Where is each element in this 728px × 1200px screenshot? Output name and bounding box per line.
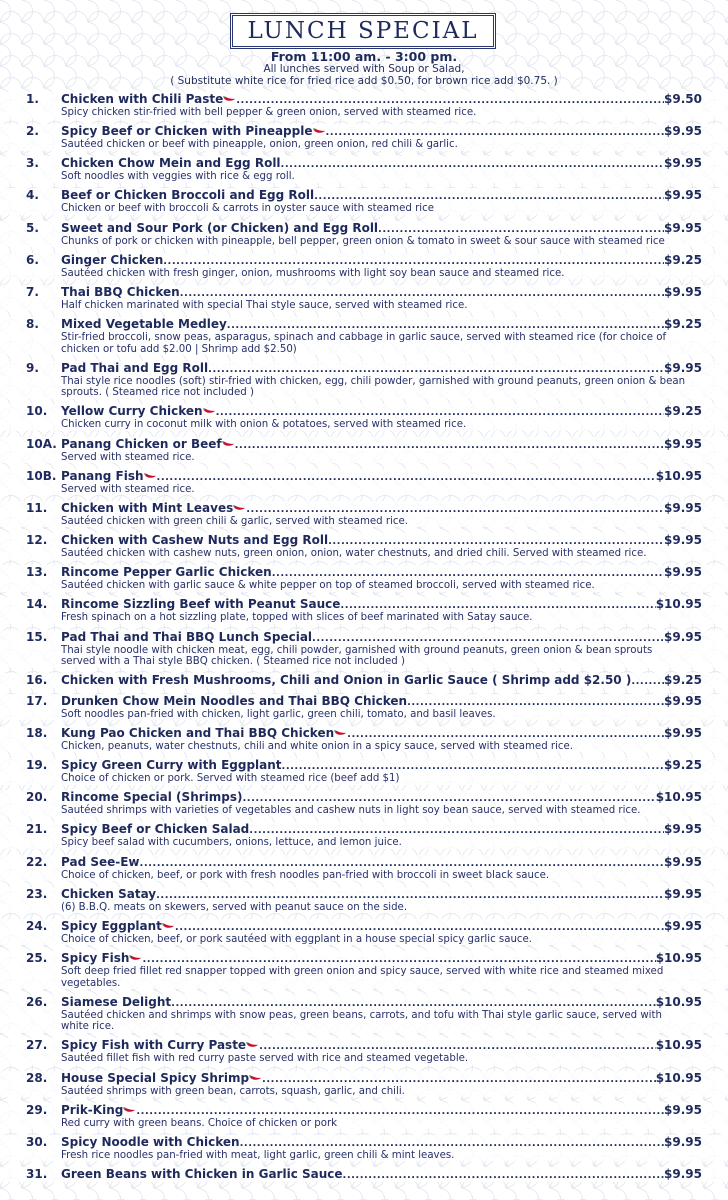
item-name: Siamese Delight [61, 994, 172, 1009]
item-number: 19. [26, 758, 48, 773]
menu-item [0, 673, 728, 688]
item-number: 25. [26, 951, 48, 966]
rice-substitution-note: ( Substitute white rice for fried rice add $0.50, for brown rice add $0.75. ) [170, 74, 558, 87]
item-title-line [61, 361, 702, 376]
item-description: Soft noodles pan-fried with chicken, light garlic, green chili, tomato, and basil leaves. [61, 708, 496, 720]
dot-leader [282, 760, 665, 773]
menu-item [0, 221, 728, 248]
intro-block [0, 50, 728, 87]
item-price: $9.95 [664, 1167, 702, 1181]
item-price: $9.95 [664, 360, 702, 375]
item-name: Pad Thai and Egg Roll [61, 360, 209, 375]
item-name: Panang Fish [61, 468, 144, 483]
item-title-line [61, 919, 702, 934]
item-price: $9.95 [664, 565, 702, 580]
item-name: Pad See-Ew [61, 854, 140, 869]
item-title-line [61, 1167, 702, 1182]
item-description: Thai style noodle with chicken meat, egg, chili powder, garnished with ground peanuts, green onion & bean sprouts served with a Thai style BBQ chicken. ( Steamed rice not included ) [61, 644, 653, 667]
dot-leader [175, 921, 664, 934]
item-title-line [61, 124, 702, 139]
dot-leader [340, 599, 655, 612]
item-number: 24. [26, 918, 48, 933]
menu-item [0, 1135, 728, 1162]
item-title-line [61, 1103, 702, 1118]
item-price: $10.95 [655, 951, 702, 966]
item-name: Spicy Fish with Curry Paste [61, 1038, 247, 1053]
item-number: 12. [26, 533, 48, 548]
item-description: Chunks of pork or chicken with pineapple, bell pepper, green onion & tomato in sweet & sour sauce with steamed rice [61, 235, 665, 247]
menu-item [0, 630, 728, 668]
item-price: $10.95 [655, 468, 702, 483]
dot-leader [328, 535, 664, 548]
item-title-line [61, 501, 702, 516]
item-price: $10.95 [655, 1038, 702, 1053]
menu-item [0, 995, 728, 1033]
item-price: $9.95 [664, 725, 702, 740]
item-number: 13. [26, 565, 48, 580]
menu-item [0, 758, 728, 785]
dot-leader [208, 363, 664, 376]
menu-item [0, 951, 728, 989]
dot-leader [347, 728, 664, 741]
item-price: $9.95 [664, 693, 702, 708]
item-number: 14. [26, 597, 48, 612]
item-title-line [61, 437, 702, 452]
item-name: Beef or Chicken Broccoli and Egg Roll [61, 188, 315, 203]
dot-leader [216, 406, 664, 419]
item-description: Choice of chicken, beef, or pork with fresh noodles pan-fried with broccoli in sweet black sauce. [61, 869, 550, 881]
item-price: $9.95 [664, 156, 702, 171]
item-description: Fresh rice noodles pan-fried with meat, light garlic, green chili & mint leaves. [61, 1149, 455, 1161]
item-title-line [61, 597, 702, 612]
dot-leader [281, 158, 664, 171]
item-number: 18. [26, 725, 48, 740]
item-price: $9.95 [664, 124, 702, 139]
menu-item [0, 404, 728, 431]
item-price: $10.95 [655, 994, 702, 1009]
item-name: Chicken Satay [61, 886, 157, 901]
item-name: Spicy Beef or Chicken Salad [61, 822, 250, 837]
item-price: $9.95 [664, 1102, 702, 1117]
item-title-line [61, 188, 702, 203]
item-description: Sautéed chicken with garlic sauce & white pepper on top of steamed broccoli, served with steamed rice. [61, 580, 595, 592]
item-description: Sautéed shrimps with varieties of vegetables and cashew nuts in light soy bean sauce, served with steamed rice. [61, 805, 641, 817]
item-number: 29. [26, 1102, 48, 1117]
item-number: 30. [26, 1134, 48, 1149]
dot-leader [236, 94, 664, 107]
item-name: Yellow Curry Chicken [61, 404, 203, 419]
item-title-line [61, 630, 702, 645]
menu-item [0, 1103, 728, 1130]
item-name: Rincome Sizzling Beef with Peanut Sauce [61, 597, 341, 612]
item-description: (6) B.B.Q. meats on skewers, served with peanut sauce on the side. [61, 901, 408, 913]
item-name: Drunken Chow Mein Noodles and Thai BBQ Chicken [61, 693, 408, 708]
dot-leader [142, 953, 655, 966]
item-number: 10A. [26, 436, 57, 451]
item-number: 10. [26, 404, 48, 419]
item-price: $9.50 [664, 92, 702, 106]
item-price: $9.25 [664, 317, 702, 332]
menu-item [0, 533, 728, 560]
item-number: 8. [26, 317, 39, 332]
item-number: 15. [26, 629, 48, 644]
item-description: Red curry with green beans. Choice of chicken or pork [61, 1117, 338, 1129]
dot-leader [314, 190, 664, 203]
menu-item [0, 92, 728, 119]
dot-leader [140, 857, 665, 870]
item-title-line [61, 694, 702, 709]
dot-leader [378, 223, 664, 236]
dot-leader [157, 471, 656, 484]
item-description: Chicken or beef with broccoli & carrots in oyster sauce with steamed rice [61, 203, 434, 215]
item-price: $9.95 [664, 533, 702, 548]
item-price: $9.95 [664, 220, 702, 235]
menu-item [0, 437, 728, 464]
menu-item [0, 124, 728, 151]
item-description: Sautéed shrimps with green bean, carrots, squash, garlic, and chili. [61, 1085, 405, 1097]
item-name: Chicken with Fresh Mushrooms, Chili and Onion in Garlic Sauce ( Shrimp add $2.50 ) [61, 673, 632, 688]
item-price: $9.95 [664, 500, 702, 515]
item-price: $9.95 [664, 918, 702, 933]
item-title-line [61, 995, 702, 1010]
item-number: 6. [26, 252, 39, 267]
item-name: House Special Spicy Shrimp [61, 1070, 250, 1085]
menu-item [0, 156, 728, 183]
dot-leader [343, 1169, 665, 1182]
item-description: Choice of chicken or pork. Served with steamed rice (beef add $1) [61, 773, 400, 785]
item-title-line [61, 533, 702, 548]
menu-item [0, 188, 728, 215]
item-price: $9.95 [664, 436, 702, 451]
dot-leader [246, 503, 664, 516]
item-number: 10B. [26, 468, 57, 483]
item-name: Pad Thai and Thai BBQ Lunch Special [61, 629, 313, 644]
item-description: Stir-fried broccoli, snow peas, asparagus, spinach and cabbage in garlic sauce, served with steamed rice (for choice of chicken or tofu add $2.00 | Shrimp add $2.50) [61, 332, 667, 355]
menu-item [0, 1167, 728, 1182]
item-name: Spicy Eggplant [61, 918, 162, 933]
item-number: 31. [26, 1167, 48, 1181]
page-title: LUNCH SPECIAL [247, 18, 479, 44]
item-title-line [61, 1071, 702, 1086]
item-title-line [61, 221, 702, 236]
item-title-line [61, 156, 702, 171]
item-title-line [61, 673, 702, 688]
menu-items-list [0, 92, 728, 1182]
item-name: Spicy Fish [61, 951, 130, 966]
dot-leader [312, 632, 664, 645]
item-name: Spicy Beef or Chicken with Pineapple [61, 124, 313, 139]
item-description: Spicy chicken stir-fried with bell pepper & green onion, served with steamed rice. [61, 107, 477, 118]
item-name: Thai BBQ Chicken [61, 284, 180, 299]
item-number: 17. [26, 693, 48, 708]
item-number: 5. [26, 220, 39, 235]
menu-item [0, 919, 728, 946]
item-price: $9.25 [664, 758, 702, 773]
dot-leader [259, 1040, 656, 1053]
item-title-line [61, 1038, 702, 1053]
item-title-line [61, 951, 702, 966]
item-description: Served with steamed rice. [61, 483, 195, 495]
item-description: Sautéed chicken with green chili & garlic, served with steamed rice. [61, 515, 408, 527]
item-name: Panang Chicken or Beef [61, 436, 222, 451]
item-price: $9.95 [664, 886, 702, 901]
menu-item [0, 887, 728, 914]
item-title-line [61, 1135, 702, 1150]
item-description: Chicken, peanuts, water chestnuts, chili and white onion in a spicy sauce, served with steamed rice. [61, 740, 574, 752]
item-title-line [61, 285, 702, 300]
menu-item [0, 1038, 728, 1065]
item-description: Soft noodles with veggies with rice & egg roll. [61, 171, 295, 183]
item-number: 2. [26, 124, 39, 139]
item-title-line [61, 887, 702, 902]
item-price: $10.95 [655, 1070, 702, 1085]
item-number: 23. [26, 886, 48, 901]
item-name: Chicken with Mint Leaves [61, 500, 234, 515]
menu-item [0, 694, 728, 721]
menu-item [0, 317, 728, 355]
item-price: $9.95 [664, 188, 702, 203]
item-number: 4. [26, 188, 39, 203]
dot-leader [249, 824, 664, 837]
item-name: Chicken Chow Mein and Egg Roll [61, 156, 281, 171]
item-number: 20. [26, 790, 48, 805]
item-price: $9.95 [664, 629, 702, 644]
menu-item [0, 253, 728, 280]
dot-leader [326, 126, 665, 139]
menu-item [0, 790, 728, 817]
item-title-line [61, 758, 702, 773]
dot-leader [631, 675, 664, 688]
item-price: $9.25 [664, 252, 702, 267]
menu-item [0, 285, 728, 312]
item-price: $9.95 [664, 284, 702, 299]
item-name: Prik-King [61, 1102, 124, 1117]
item-title-line [61, 855, 702, 870]
item-number: 21. [26, 822, 48, 837]
item-description: Sautéed fillet fish with red curry paste served with rice and steamed vegetable. [61, 1053, 469, 1065]
menu-item [0, 565, 728, 592]
item-name: Rincome Special (Shrimps) [61, 790, 243, 805]
dot-leader [240, 1137, 664, 1150]
dot-leader [227, 319, 664, 332]
item-price: $9.25 [664, 673, 702, 688]
dot-leader [235, 439, 664, 452]
item-description: Sautéed chicken and shrimps with snow peas, green beans, carrots, and tofu with Thai style garlic sauce, served with white rice. [61, 1009, 662, 1033]
item-number: 3. [26, 156, 39, 171]
item-number: 1. [26, 92, 39, 106]
item-title-line [61, 726, 702, 741]
item-price: $9.25 [664, 404, 702, 419]
item-name: Sweet and Sour Pork (or Chicken) and Egg Roll [61, 220, 379, 235]
item-description: Sautéed chicken or beef with pineapple, onion, green onion, red chili & garlic. [61, 139, 458, 151]
item-name: Mixed Vegetable Medley [61, 317, 227, 332]
item-number: 26. [26, 994, 48, 1009]
menu-item [0, 501, 728, 528]
item-name: Chicken with Cashew Nuts and Egg Roll [61, 533, 329, 548]
item-description: Sautéed chicken with fresh ginger, onion, mushrooms with light soy bean sauce and steamed rice. [61, 267, 565, 279]
item-title-line [61, 404, 702, 419]
item-number: 7. [26, 284, 39, 299]
dot-leader [163, 255, 664, 268]
item-name: Spicy Noodle with Chicken [61, 1134, 240, 1149]
item-description: Chicken curry in coconut milk with onion & potatoes, served with steamed rice. [61, 419, 467, 431]
item-name: Rincome Pepper Garlic Chicken [61, 565, 272, 580]
dot-leader [136, 1105, 664, 1118]
dot-leader [180, 287, 664, 300]
item-description: Thai style rice noodles (soft) stir-fried with chicken, egg, chili powder, garnished with ground peanuts, green onion & bean sprouts. ( Steamed rice not included ) [61, 375, 686, 399]
dot-leader [272, 567, 664, 580]
menu-item [0, 855, 728, 882]
menu-item [0, 822, 728, 849]
item-title-line [61, 469, 702, 484]
item-price: $10.95 [655, 597, 702, 612]
soup-salad-note: All lunches served with Soup or Salad, [263, 63, 465, 75]
item-description: Soft deep fried fillet red snapper topped with green onion and spicy sauce, served with white rice and steamed mixed vegetables. [61, 966, 664, 989]
item-price: $9.95 [664, 822, 702, 837]
menu-item [0, 726, 728, 753]
item-price: $9.95 [664, 1134, 702, 1149]
item-number: 11. [26, 500, 48, 515]
item-description: Fresh spinach on a hot sizzling plate, topped with slices of beef marinated with Satay sauce. [61, 612, 533, 624]
item-description: Spicy beef salad with cucumbers, onions, lettuce, and lemon juice. [61, 837, 402, 849]
item-title-line [61, 822, 702, 837]
item-price: $10.95 [655, 790, 702, 805]
item-number: 28. [26, 1070, 48, 1085]
item-number: 9. [26, 360, 39, 375]
dot-leader [242, 792, 655, 805]
dot-leader [156, 889, 664, 902]
menu-item [0, 361, 728, 399]
item-name: Spicy Green Curry with Eggplant [61, 758, 282, 773]
item-name: Chicken with Chili Paste [61, 92, 224, 106]
item-number: 27. [26, 1038, 48, 1053]
dot-leader [262, 1073, 656, 1086]
item-title-line [61, 253, 702, 268]
lunch-hours: From 11:00 am. - 3:00 pm. [270, 49, 458, 64]
item-number: 16. [26, 673, 48, 688]
dot-leader [171, 997, 656, 1010]
item-title-line [61, 790, 702, 805]
item-name: Green Beans with Chicken in Garlic Sauce [61, 1167, 343, 1181]
item-title-line [61, 565, 702, 580]
item-description: Half chicken marinated with special Thai style sauce, served with steamed rice. [61, 299, 468, 311]
item-description: Choice of chicken, beef, or pork sautéed with eggplant in a house special spicy garlic sauce. [61, 933, 533, 945]
item-description: Sautéed chicken with cashew nuts, green onion, onion, water chestnuts, and dried chili. Served with steamed rice. [61, 548, 647, 560]
menu-item [0, 1071, 728, 1098]
menu-item [0, 597, 728, 624]
item-price: $9.95 [664, 854, 702, 869]
item-name: Kung Pao Chicken and Thai BBQ Chicken [61, 725, 335, 740]
item-description: Served with steamed rice. [61, 451, 195, 463]
title-box [230, 13, 496, 49]
menu-item [0, 469, 728, 496]
item-title-line [61, 92, 702, 107]
item-name: Ginger Chicken [61, 252, 164, 267]
item-number: 22. [26, 854, 48, 869]
dot-leader [407, 696, 664, 709]
item-title-line [61, 317, 702, 332]
